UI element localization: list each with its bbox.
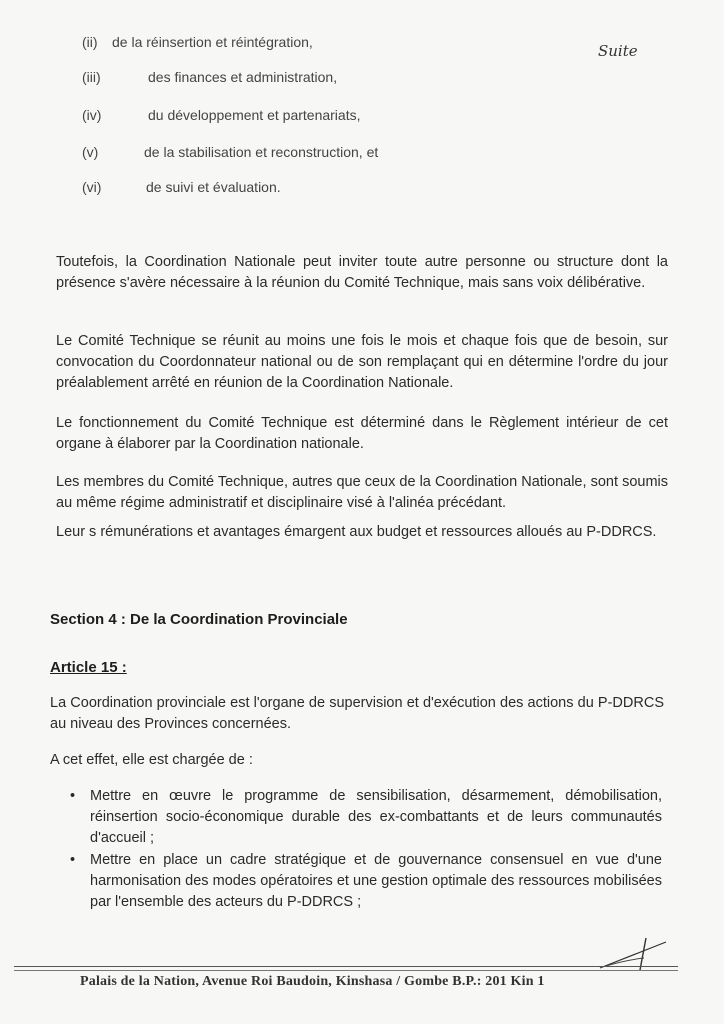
- list-item-text: du développement et partenariats,: [148, 107, 361, 123]
- article-title: Article 15 :: [50, 659, 127, 676]
- list-item-text: de la réinsertion et réintégration,: [112, 34, 313, 50]
- suite-annotation: Suite: [598, 42, 638, 60]
- list-item-number: (iii): [82, 69, 101, 85]
- list-item: [62, 786, 662, 849]
- footer-divider: [14, 970, 678, 971]
- paragraph-meetings: Le Comité Technique se réunit au moins une fois le mois et chaque fois que de besoin, sur convocation du Coordonnateur national ou de son remplaçant qui en détermine l'ordre du jour préalablement arrêté en réunion de la Coordination Nationale.: [56, 333, 668, 391]
- paragraph-members: Les membres du Comité Technique, autres que ceux de la Coordination Nationale, sont soumis au même régime administratif et disciplinaire visé à l'alinéa précédant.: [56, 474, 668, 511]
- bullet-text: Mettre en œuvre le programme de sensibilisation, désarmement, démobilisation, réinsertion socio-économique durable des ex-combattants et de leurs communautés d'accueil ;: [90, 788, 662, 846]
- bullet-icon: •: [70, 788, 76, 804]
- list-item-number: (ii): [82, 34, 98, 50]
- bullet-icon: •: [70, 852, 76, 868]
- article-lead: A cet effet, elle est chargée de :: [50, 752, 253, 768]
- article-intro: La Coordination provinciale est l'organe de supervision et d'exécution des actions du P-DDRCS au niveau des Provinces concernées.: [50, 695, 664, 732]
- paragraph-functioning: Le fonctionnement du Comité Technique est déterminé dans le Règlement intérieur de cet organe à élaborer par la Coordination nationale.: [56, 415, 668, 452]
- list-item-text: de suivi et évaluation.: [146, 179, 281, 195]
- bullet-text: Mettre en place un cadre stratégique et de gouvernance consensuel en vue d'une harmonisation des modes opératoires et une gestion optimale des ressources mobilisées par l'ensemble des acteurs du P-DDRCS ;: [90, 852, 662, 910]
- paragraph-invitation: Toutefois, la Coordination Nationale peut inviter toute autre personne ou structure dont la présence s'avère nécessaire à la réunion du Comité Technique, mais sans voix délibérative.: [56, 254, 668, 291]
- paragraph-remuneration: Leur s rémunérations et avantages émargent aux budget et ressources alloués au P-DDRCS.: [56, 524, 657, 540]
- footer-address: Palais de la Nation, Avenue Roi Baudoin, Kinshasa / Gombe B.P.: 201 Kin 1: [80, 974, 545, 989]
- list-item-number: (vi): [82, 179, 102, 195]
- list-item-text: de la stabilisation et reconstruction, et: [144, 144, 379, 160]
- footer-divider: [14, 966, 678, 967]
- list-item-number: (v): [82, 144, 99, 160]
- list-item-text: des finances et administration,: [148, 69, 338, 85]
- list-item-number: (iv): [82, 107, 102, 123]
- list-item: [62, 850, 662, 913]
- bullet-list: [62, 786, 662, 914]
- section-heading: Section 4 : De la Coordination Provinciale: [50, 611, 348, 628]
